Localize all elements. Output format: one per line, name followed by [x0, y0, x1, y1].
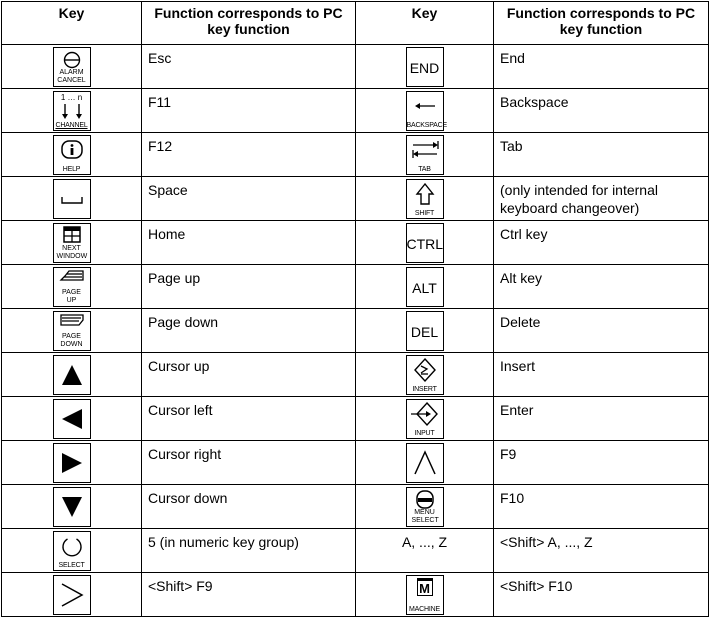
function-cell: Page down [142, 309, 356, 353]
key-label: ALT [412, 279, 437, 296]
table-row [2, 529, 709, 573]
key-label: NEXT WINDOW [56, 244, 88, 260]
key-label: MENU SELECT [411, 508, 439, 524]
key-cell [2, 529, 142, 573]
function-cell: Alt key [494, 265, 709, 309]
key-label: BACKSPACE [406, 121, 447, 129]
key-label: HELP [62, 165, 81, 173]
function-cell: Backspace [494, 89, 709, 133]
header-key-left: Key [2, 2, 142, 45]
function-cell: Space [142, 177, 356, 221]
table-row [2, 397, 709, 441]
del-key [406, 311, 444, 351]
cursor-right-key [53, 443, 91, 483]
cursor-down-key [53, 487, 91, 527]
key-label: DEL [410, 323, 439, 340]
function-cell: End [494, 45, 709, 89]
end-key [406, 47, 444, 87]
caret-up-icon [407, 444, 443, 482]
key-cell [356, 133, 494, 177]
space-key [53, 179, 91, 219]
key-cell [356, 89, 494, 133]
function-cell: Cursor down [142, 485, 356, 529]
key-cell [2, 265, 142, 309]
page-down-key [53, 311, 91, 351]
function-cell: Page up [142, 265, 356, 309]
function-cell: <Shift> F9 [142, 573, 356, 617]
menu-select-key [406, 487, 444, 527]
key-cell [2, 133, 142, 177]
key-cell [356, 529, 494, 573]
header-row [2, 2, 709, 45]
key-cell [2, 309, 142, 353]
key-label: TAB [418, 165, 431, 173]
function-cell: Esc [142, 45, 356, 89]
key-label: PAGE DOWN [60, 332, 83, 348]
table-row [2, 221, 709, 265]
key-cell [356, 265, 494, 309]
machine-key [406, 575, 444, 615]
alt-key [406, 267, 444, 307]
ctrl-key [406, 223, 444, 263]
function-cell: Delete [494, 309, 709, 353]
cursor-left-key [53, 399, 91, 439]
function-cell: F11 [142, 89, 356, 133]
key-cell [2, 485, 142, 529]
header-function-right: Function corresponds to PC key function [494, 2, 709, 45]
key-label: CTRL [406, 235, 444, 252]
key-function-table [1, 1, 709, 617]
chevron-right-icon [54, 576, 90, 614]
function-cell: Cursor left [142, 397, 356, 441]
key-cell [2, 573, 142, 617]
function-cell: Cursor right [142, 441, 356, 485]
key-label: CHANNEL [55, 121, 88, 129]
key-cell [2, 45, 142, 89]
table-row [2, 353, 709, 397]
function-cell: F10 [494, 485, 709, 529]
table-row [2, 485, 709, 529]
table-row [2, 177, 709, 221]
key-cell [2, 89, 142, 133]
machine-icon: M [419, 580, 430, 596]
key-cell [2, 221, 142, 265]
key-label: INSERT [412, 385, 437, 393]
key-cell [2, 353, 142, 397]
function-cell: 5 (in numeric key group) [142, 529, 356, 573]
function-cell: Tab [494, 133, 709, 177]
key-cell [356, 45, 494, 89]
channel-key [53, 91, 91, 131]
function-cell: F12 [142, 133, 356, 177]
key-cell [356, 485, 494, 529]
key-label: PAGE UP [62, 288, 81, 304]
input-key [406, 399, 444, 439]
key-label: INPUT [414, 429, 435, 437]
key-cell [2, 441, 142, 485]
table-row [2, 573, 709, 617]
function-cell: F9 [494, 441, 709, 485]
key-label: MACHINE [409, 605, 440, 613]
cursor-right-icon [54, 444, 90, 482]
key-cell [356, 353, 494, 397]
help-key [53, 135, 91, 175]
header-key-right: Key [356, 2, 494, 45]
next-window-key [53, 223, 91, 263]
key-cell [2, 177, 142, 221]
key-cell [356, 221, 494, 265]
table-row [2, 133, 709, 177]
page-up-key [53, 267, 91, 307]
key-cell [356, 177, 494, 221]
function-cell: (only intended for internal keyboard changeover) [494, 177, 709, 221]
key-cell [356, 441, 494, 485]
letter-keys-text: A, ..., Z [401, 534, 448, 550]
channel-range-text: 1 … n [60, 92, 83, 102]
cursor-left-icon [54, 400, 90, 438]
cursor-up-key [53, 355, 91, 395]
table-row [2, 45, 709, 89]
function-cell: Ctrl key [494, 221, 709, 265]
header-function-left: Function corresponds to PC key function [142, 2, 356, 45]
cursor-down-icon [54, 488, 90, 526]
function-cell: <Shift> F10 [494, 573, 709, 617]
tab-key [406, 135, 444, 175]
chevron-right-key [53, 575, 91, 615]
key-cell [356, 397, 494, 441]
shift-key [406, 179, 444, 219]
backspace-key [406, 91, 447, 131]
space-icon [54, 180, 90, 218]
table-row [2, 89, 709, 133]
key-cell [356, 309, 494, 353]
function-cell: Home [142, 221, 356, 265]
select-key [53, 531, 91, 571]
key-label: END [409, 59, 440, 76]
table-row [2, 441, 709, 485]
function-cell: <Shift> A, ..., Z [494, 529, 709, 573]
key-cell [2, 397, 142, 441]
caret-up-key [406, 443, 444, 483]
key-label: ALARM CANCEL [57, 68, 86, 84]
key-label: SHIFT [414, 209, 435, 217]
function-cell: Enter [494, 397, 709, 441]
key-label: SELECT [58, 561, 85, 569]
insert-key [406, 355, 444, 395]
cursor-up-icon [54, 356, 90, 394]
function-cell: Insert [494, 353, 709, 397]
function-cell: Cursor up [142, 353, 356, 397]
table-row [2, 309, 709, 353]
key-cell [356, 573, 494, 617]
table-row [2, 265, 709, 309]
alarm-cancel-key [53, 47, 91, 87]
